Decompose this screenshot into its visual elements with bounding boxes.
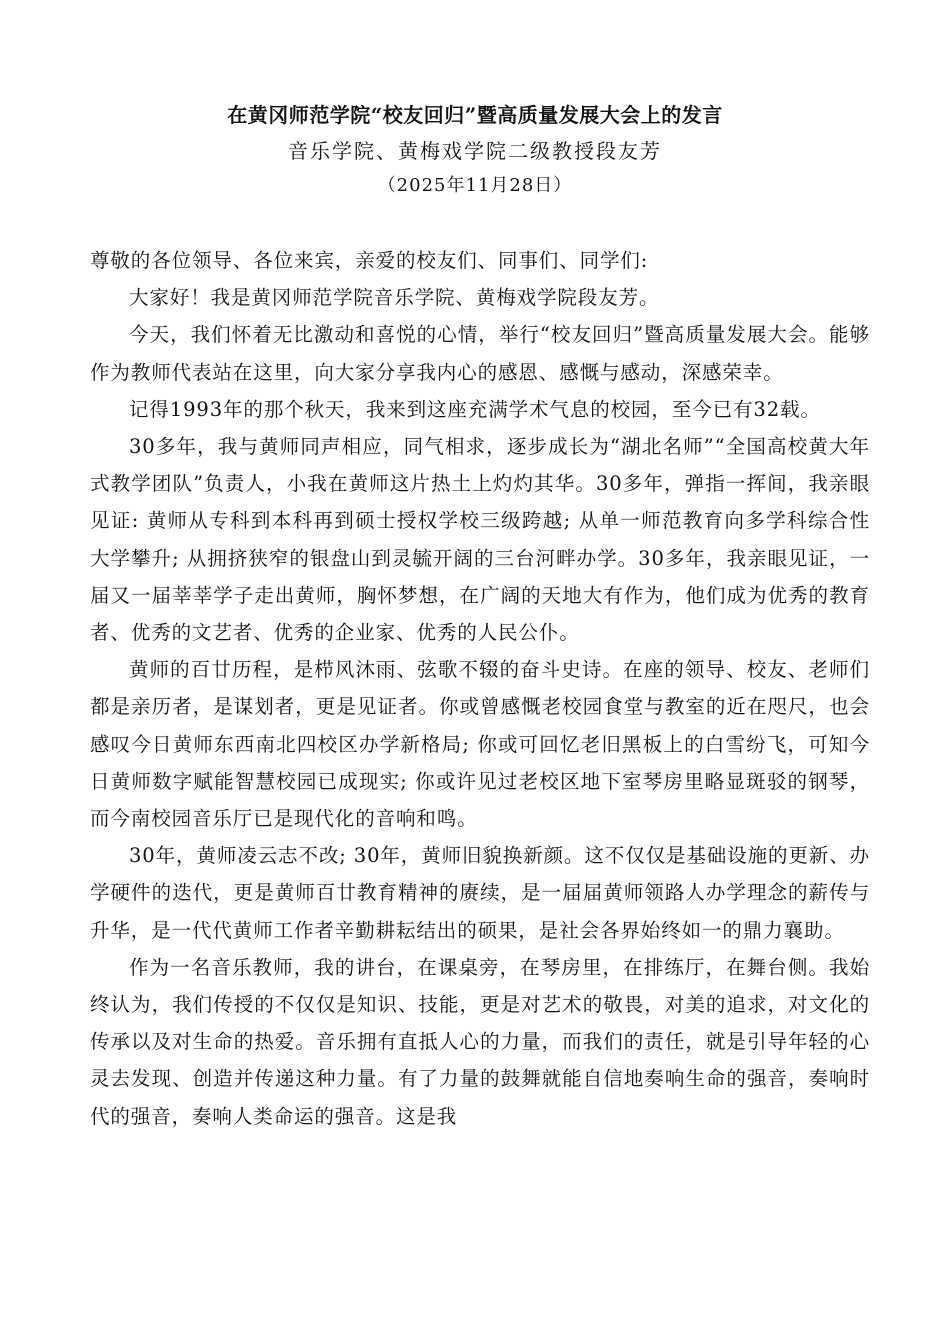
paragraph-history: 黄师的百廿历程，是栉风沐雨、弦歌不辍的奋斗史诗。在座的领导、校友、老师们都是亲历者，是谋划者，更是见证者。你或曾感慨老校园食堂与教室的近在咫尺，也会感叹今日黄师东西南北四校区办学新格局; 你或可回忆老旧黑板上的白雪纷飞，可知今日黄师数字赋能智慧校园已成现实; 你或许见过老校区地下室琴房里略显斑驳的钢琴，而今南校园音乐厅已是现代化的音响和鸣。 <box>90 658 870 831</box>
date-line: （2025年11月28日） <box>377 175 573 196</box>
paragraph-growth: 30多年，我与黄师同声相应，同气相求，逐步成长为“湖北名师”“全国高校黄大年式教学团队”负责人，小我在黄师这片热土上灼灼其华。30多年，弹指一挥间，我亲眼见证: 黄师从专科到本科再到硕士授权学校三级跨越; 从单一师范教育向多学科综合性大学攀升; 从拥挤狭窄的银盘山到灵毓开阔的三台河畔办学。30多年，我亲眼见证，一届又一届莘莘学子走出黄师，胸怀梦想，在广阔的天地大有作为，他们成为优秀的教育者、优秀的文艺者、优秀的企业家、优秀的人民公仆。 <box>90 435 870 645</box>
paragraph-memory: 记得1993年的那个秋天，我来到这座充满学术气息的校园，至今已有32载。 <box>129 397 821 421</box>
paragraph-occasion: 今天，我们怀着无比激动和喜悦的心情，举行“校友回归”暨高质量发展大会。能够作为教师代表站在这里，向大家分享我内心的感恩、感慨与感动，深感荣幸。 <box>90 323 870 384</box>
paragraph-intro: 大家好！我是黄冈师范学院音乐学院、黄梅戏学院段友芳。 <box>129 286 660 310</box>
document-title: 在黄冈师范学院“校友回归”暨高质量发展大会上的发言 <box>227 103 723 127</box>
greeting-paragraph: 尊敬的各位领导、各位来宾，亲爱的校友们、同事们、同学们: <box>90 249 649 272</box>
paragraph-change: 30年，黄师凌云志不改; 30年，黄师旧貌换新颜。这不仅仅是基础设施的更新、办学硬件的迭代，更是黄师百廿教育精神的赓续，是一届届黄师领路人办学理念的薪传与升华，是一代代黄师工作者辛勤耕耘结出的硕果，是社会各界始终如一的鼎力襄助。 <box>90 844 870 942</box>
paragraph-music-teacher: 作为一名音乐教师，我的讲台，在课桌旁，在琴房里，在排练厅，在舞台侧。我始终认为，我们传授的不仅仅是知识、技能，更是对艺术的敬畏，对美的追求，对文化的传承以及对生命的热爱。音乐拥有直抵人心的力量，而我们的责任，就是引导年轻的心灵去发现、创造并传递这种力量。有了力量的鼓舞就能自信地奏响生命的强音，奏响时代的强音，奏响人类命运的强音。这是我 <box>90 955 870 1128</box>
speech-body <box>90 242 870 1135</box>
author-line: 音乐学院、黄梅戏学院二级教授段友芳 <box>288 139 662 163</box>
